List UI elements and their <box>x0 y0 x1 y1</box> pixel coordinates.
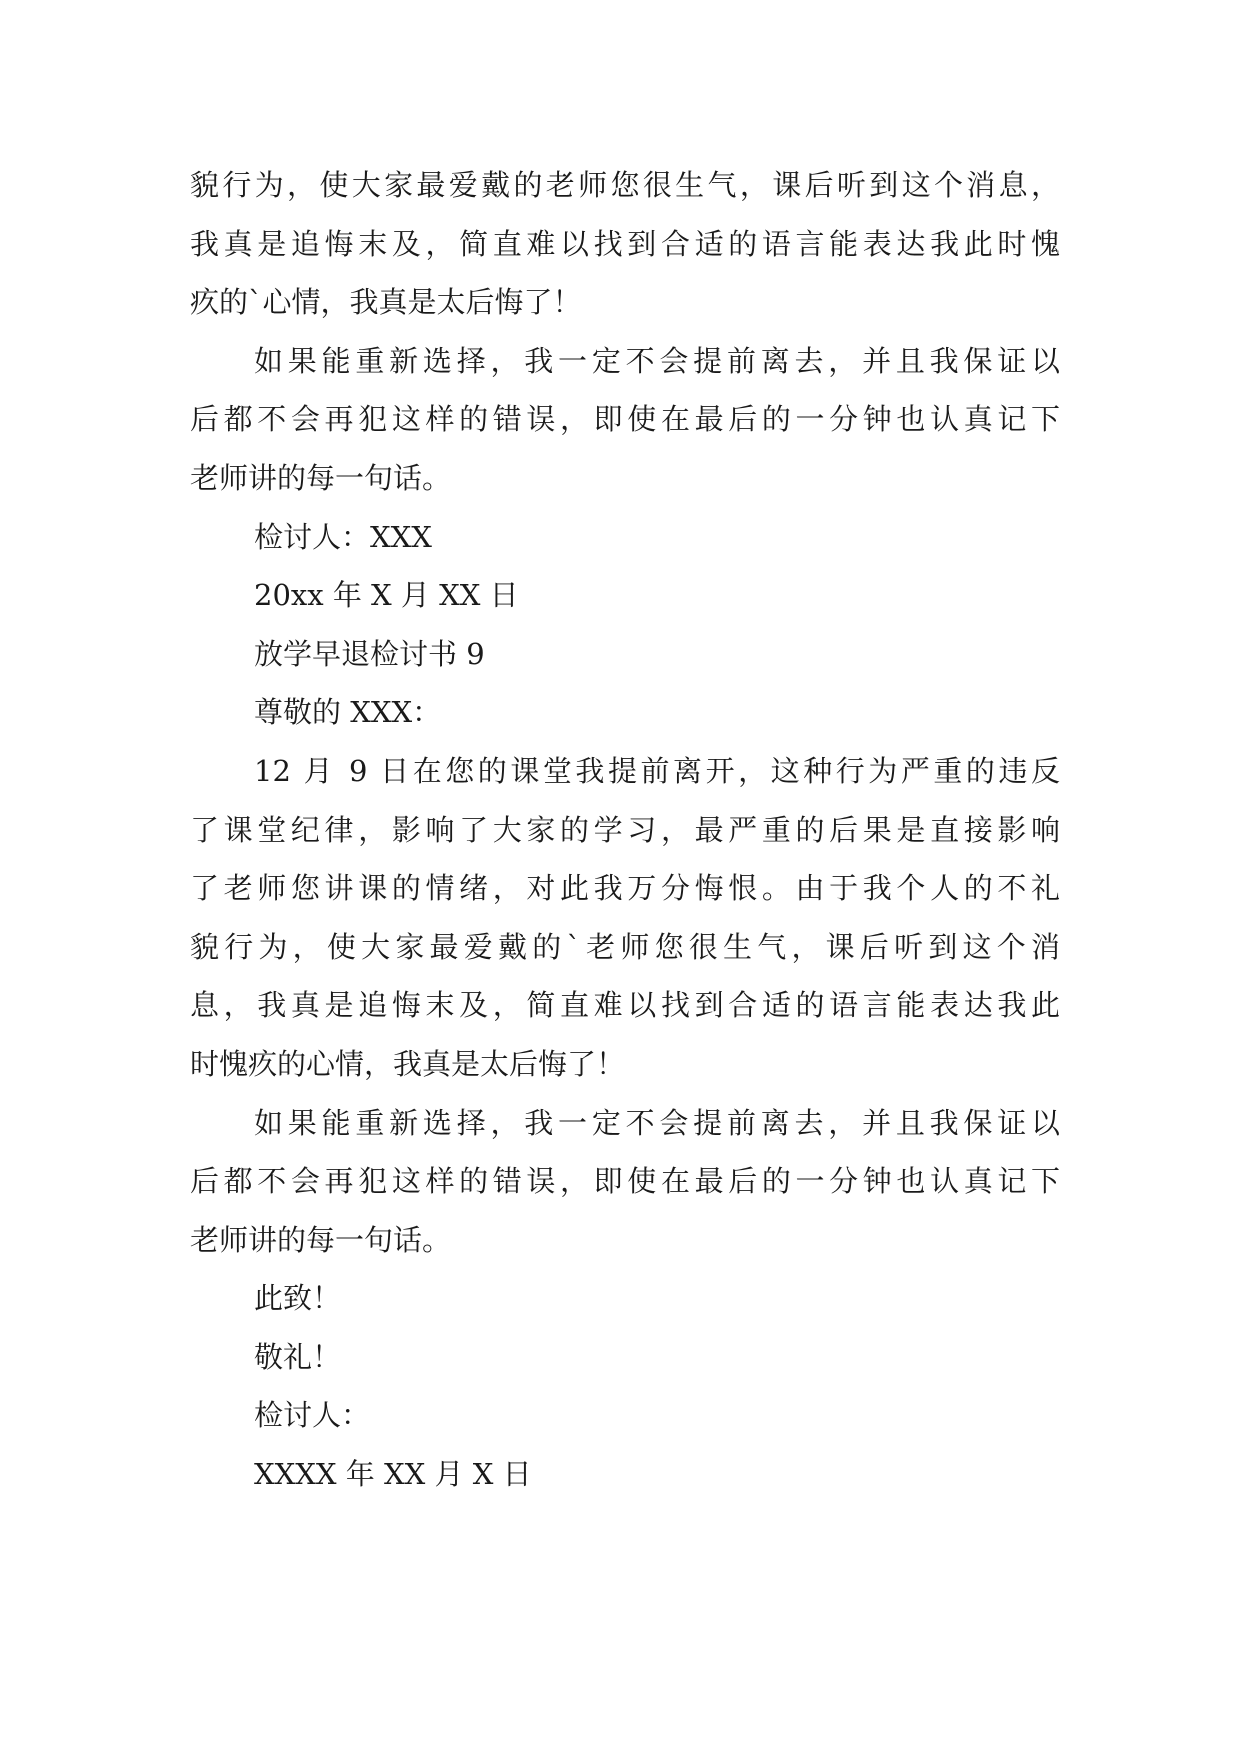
text-line: 老师讲的每一句话。 <box>190 1222 452 1257</box>
text-line: 我真是追悔末及，简直难以找到合适的语言能表达我此时愧 <box>190 226 1060 261</box>
text-line: 了课堂纪律，影响了大家的学习，最严重的后果是直接影响 <box>190 812 1060 847</box>
closing-line: 敬礼！ <box>254 1339 342 1374</box>
closing-line: 此致！ <box>254 1281 342 1316</box>
date-line: 20xx 年 X 月 XX 日 <box>254 578 519 613</box>
text-line: 老师讲的每一句话。 <box>190 460 452 495</box>
salutation: 尊敬的 XXX： <box>254 695 442 730</box>
text-line: 貌行为，使大家最爱戴的`老师您很生气，课后听到这个消 <box>190 929 1060 964</box>
section-title: 放学早退检讨书 9 <box>254 636 485 671</box>
date-line: XXXX 年 XX 月 X 日 <box>254 1457 532 1492</box>
text-line: 12 月 9 日在您的课堂我提前离开，这种行为严重的违反 <box>254 753 1060 788</box>
text-line: 如果能重新选择，我一定不会提前离去，并且我保证以 <box>254 1105 1060 1140</box>
text-line: 了老师您讲课的情绪，对此我万分悔恨。由于我个人的不礼 <box>190 871 1060 906</box>
text-line: 疚的`心情，我真是太后悔了！ <box>190 285 582 320</box>
text-line: 貌行为，使大家最爱戴的老师您很生气，课后听到这个消息， <box>190 168 1060 202</box>
text-line: 时愧疚的心情，我真是太后悔了！ <box>190 1046 626 1081</box>
signer-line: 检讨人：XXX <box>254 519 432 554</box>
text-line: 后都不会再犯这样的错误，即使在最后的一分钟也认真记下 <box>190 402 1060 437</box>
text-line: 如果能重新选择，我一定不会提前离去，并且我保证以 <box>254 343 1060 378</box>
document-body <box>190 156 1060 1504</box>
signer-line: 检讨人： <box>254 1398 371 1433</box>
text-line: 后都不会再犯这样的错误，即使在最后的一分钟也认真记下 <box>190 1164 1060 1199</box>
text-line: 息，我真是追悔末及，简直难以找到合适的语言能表达我此 <box>190 988 1060 1023</box>
